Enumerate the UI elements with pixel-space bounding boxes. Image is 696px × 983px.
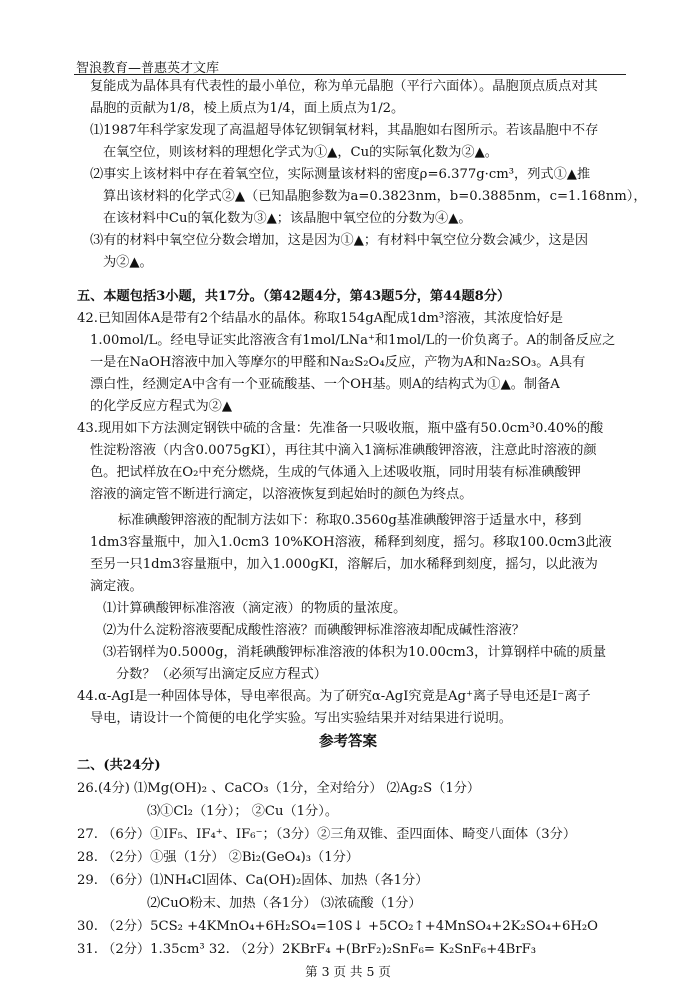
text-line: 至另一只1dm3容量瓶中，加入1.000gKI，溶解后，加水稀释到刻度，摇匀，以此液为	[90, 557, 598, 572]
text-line: 算出该材料的化学式②▲（已知晶胞参数为a=0.3823nm，b=0.3885nm，c=1.168nm），	[103, 189, 647, 204]
text-line: 44.α-AgI是一种固体导体，导电率很高。为了研究α-AgI究竟是Ag⁺离子导电还是I⁻离子	[77, 689, 591, 704]
answer-line: 31. （2分）1.35cm³ 32. （2分）2KBrF₄ +(BrF₂)₂SnF₆= K₂SnF₆+4BrF₃	[77, 942, 537, 957]
text-line: ⑶有的材料中氧空位分数会增加，这是因为①▲；有材料中氧空位分数会减少，这是因	[90, 233, 589, 248]
text-line: 1.00mol/L。经电导证实此溶液含有1mol/LNa⁺和1mol/L的一价负离子。A的制备反应之	[90, 333, 616, 348]
text-line: 42.已知固体A是带有2个结晶水的晶体。称取154gA配成1dm³溶液，其浓度恰好是	[77, 311, 563, 326]
answer-line: 27. （6分）①IF₅、IF₄⁺、IF₆⁻；（3分）②三角双锥、歪四面体、畸变八面体（3分）	[77, 827, 577, 842]
text-line: ⑵为什么淀粉溶液要配成酸性溶液？而碘酸钾标准溶液却配成碱性溶液？	[103, 623, 525, 638]
text-line: 色。把试样放在O₂中充分燃烧，生成的气体通入上述吸收瓶，同时用装有标准碘酸钾	[90, 465, 581, 480]
text-line: 在该材料中Cu的氧化数为③▲；该晶胞中氧空位的分数为④▲。	[103, 211, 472, 226]
text-line: ⑶若钢样为0.5000g，消耗碘酸钾标准溶液的体积为10.00cm3，计算钢样中硫的质量	[103, 645, 607, 660]
text-line: ⑴计算碘酸钾标准溶液（滴定液）的物质的量浓度。	[103, 601, 407, 616]
answer-line: 26.(4分) ⑴Mg(OH)₂ 、CaCO₃（1分，全对给分） ⑵Ag₂S（1分）	[77, 781, 481, 796]
text-line: 分数？（必须写出滴定反应方程式）	[116, 667, 327, 682]
text-line: 的化学反应方程式为②▲	[90, 399, 233, 414]
text-line: 漂白性，经测定A中含有一个亚硫酸基、一个OH基。则A的结构式为①▲。制备A	[90, 377, 560, 392]
header-rule	[74, 74, 626, 75]
answer-line: ⑶①Cl₂（1分）； ②Cu（1分）。	[147, 804, 339, 819]
text-line: ⑴1987年科学家发现了高温超导体钇钡铜氧材料，其晶胞如右图所示。若该晶胞中不存	[90, 123, 599, 138]
answer-line: ⑵CuO粉末、加热（各1分） ⑶浓硫酸（1分）	[147, 896, 422, 911]
answer-heading: 参考答案	[319, 733, 377, 750]
text-line: 标准碘酸钾溶液的配制方法如下：称取0.3560g基准碘酸钾溶于适量水中，移到	[118, 513, 582, 528]
text-line: 晶胞的贡献为1/8，棱上质点为1/4，面上质点为1/2。	[90, 101, 405, 116]
text-line: 在氧空位，则该材料的理想化学式为①▲，Cu的实际氧化数为②▲。	[103, 145, 498, 160]
text-line: 性淀粉溶液（内含0.0075gKI），再往其中滴入1滴标准碘酸钾溶液，注意此时溶液的颜	[90, 443, 597, 458]
section-heading: 五、本题包括3小题，共17分。（第42题4分，第43题5分，第44题8分）	[77, 289, 511, 304]
text-line: 滴定液。	[90, 579, 143, 594]
answer-line: 30. （2分）5CS₂ +4KMnO₄+6H₂SO₄=10S↓ +5CO₂↑+4MnSO₄+2K₂SO₄+6H₂O	[77, 919, 598, 934]
text-line: 一是在NaOH溶液中加入等摩尔的甲醛和Na₂S₂O₄反应，产物为A和Na₂SO₃。A具有	[90, 355, 586, 370]
text-line: 43.现用如下方法测定钢铁中硫的含量：先准备一只吸收瓶，瓶中盛有50.0cm³0.40%的酸	[77, 421, 604, 436]
text-line: 导电，请设计一个简便的电化学实验。写出实验结果并对结果进行说明。	[90, 711, 512, 726]
page-footer: 第 3 页 共 5 页	[305, 964, 391, 979]
answer-line: 29. （6分）⑴NH₄Cl固体、Ca(OH)₂固体、加热（各1分）	[77, 873, 429, 888]
text-line: 1dm3容量瓶中，加入1.0cm3 10%KOH溶液，稀释到刻度，摇匀。移取100.0cm3此液	[90, 535, 612, 550]
page-header: 智浪教育—普惠英才文库	[76, 61, 220, 76]
text-line: 溶液的滴定管不断进行滴定，以溶液恢复到起始时的颜色为终点。	[90, 487, 473, 502]
section-heading: 二、(共24分)	[77, 758, 161, 773]
text-line: 复能成为晶体具有代表性的最小单位，称为单元晶胞（平行六面体）。晶胞顶点质点对其	[90, 79, 598, 94]
text-line: 为②▲。	[103, 255, 153, 270]
text-line: ⑵事实上该材料中存在着氧空位，实际测量该材料的密度ρ=6.377g·cm³，列式①▲推	[90, 167, 591, 182]
answer-line: 28. （2分）①强（1分） ②Bi₂(GeO₄)₃（1分）	[77, 850, 359, 865]
